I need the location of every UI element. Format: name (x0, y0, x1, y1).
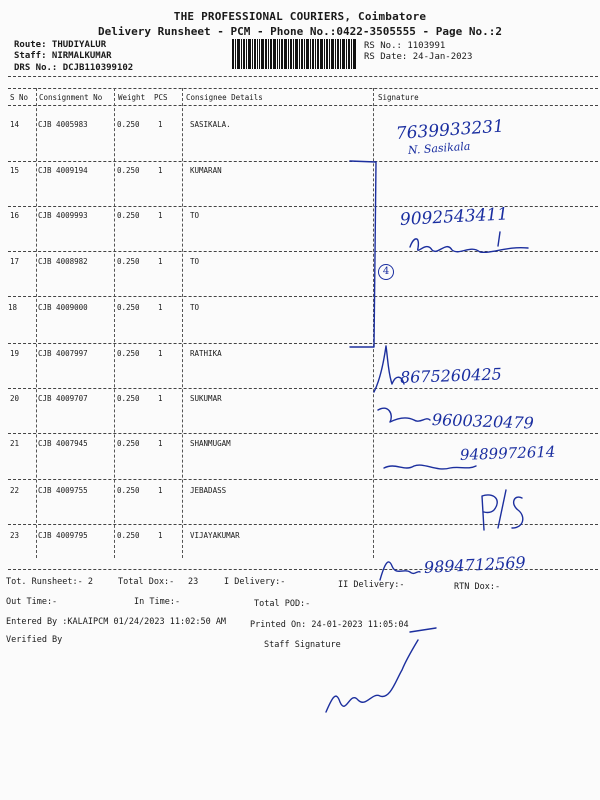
row-weight: 0.250 (117, 486, 140, 495)
row-consignee: TO (190, 303, 200, 312)
row-pcs: 1 (158, 120, 163, 129)
row-weight: 0.250 (117, 120, 140, 129)
row-consignment: CJB 4007945 (38, 439, 88, 448)
row-sno: 23 (10, 531, 20, 540)
in-time-label: In Time:- (134, 597, 181, 607)
col-header-consignment: Consignment No (39, 93, 103, 102)
row-sno: 17 (10, 257, 20, 266)
col-header-sno: S No (10, 93, 29, 102)
printed-on: Printed On: 24-01-2023 11:05:04 (250, 620, 409, 630)
row-sno: 20 (10, 394, 20, 403)
row-pcs: 1 (158, 531, 163, 540)
rtn-dox-label: RTN Dox:- (454, 582, 501, 592)
row-consignee: SUKUMAR (190, 394, 222, 403)
ii-delivery-label: II Delivery:- (338, 580, 405, 590)
col-header-weight: Weight (118, 93, 146, 102)
handwritten-phone: 7639933231 (395, 116, 505, 144)
row-weight: 0.250 (117, 531, 140, 540)
row-consignment: CJB 4009194 (38, 166, 88, 175)
row-consignment: CJB 4005983 (38, 120, 88, 129)
row-consignment: CJB 4009795 (38, 531, 88, 540)
row-pcs: 1 (158, 394, 163, 403)
row-consignee: SHANMUGAM (190, 439, 231, 448)
col-header-signature: Signature (378, 93, 419, 102)
total-pod-label: Total POD:- (254, 599, 311, 609)
staff-label: Staff: NIRMALKUMAR (14, 51, 112, 61)
row-consignee: VIJAYAKUMAR (190, 531, 240, 540)
staff-signature-label: Staff Signature (264, 640, 341, 650)
row-consignment: CJB 4009993 (38, 211, 88, 220)
row-consignment: CJB 4009755 (38, 486, 88, 495)
row-weight: 0.250 (117, 394, 140, 403)
total-runsheet: Tot. Runsheet:- 2 (6, 577, 93, 587)
circled-count: 4 (378, 264, 394, 280)
row-weight: 0.250 (117, 166, 140, 175)
total-dox-label: Total Dox:- (118, 577, 175, 587)
row-sno: 16 (10, 211, 20, 220)
col-header-pcs: PCS (154, 93, 168, 102)
runsheet-title: Delivery Runsheet - PCM - Phone No.:0422-3505555 - Page No.:2 (98, 25, 502, 38)
row-consignee: KUMARAN (190, 166, 222, 175)
row-consignment: CJB 4009000 (38, 303, 88, 312)
row-sno: 14 (10, 120, 20, 129)
entered-by: Entered By :KALAIPCM 01/24/2023 11:02:50 AM (6, 617, 227, 627)
route-label: Route: THUDIYALUR (14, 40, 107, 50)
row-sno: 18 (8, 303, 18, 312)
row-consignee: JEBADASS (190, 486, 227, 495)
row-pcs: 1 (158, 166, 163, 175)
row-pcs: 1 (158, 211, 163, 220)
handwritten-phone: 9894712569 (423, 552, 527, 577)
row-pcs: 1 (158, 303, 163, 312)
col-header-consignee: Consignee Details (186, 93, 263, 102)
row-sno: 22 (10, 486, 20, 495)
handwritten-name: N. Sasikala (407, 139, 471, 157)
row-consignee: RATHIKA (190, 349, 222, 358)
handwritten-phone: 9092543411 (399, 204, 509, 230)
handwritten-phone: 8675260425 (399, 364, 503, 387)
row-consignee: TO (190, 257, 200, 266)
row-pcs: 1 (158, 257, 163, 266)
company-name: THE PROFESSIONAL COURIERS, Coimbatore (173, 10, 427, 23)
row-pcs: 1 (158, 486, 163, 495)
out-time-label: Out Time:- (6, 597, 58, 607)
row-consignment: CJB 4009707 (38, 394, 88, 403)
rs-number: RS No.: 1103991 (364, 41, 446, 51)
total-dox-value: 23 (188, 577, 199, 587)
verified-by-label: Verified By (6, 635, 63, 645)
row-pcs: 1 (158, 439, 163, 448)
handwritten-phone: 9600320479 (431, 410, 535, 433)
row-consignment: CJB 4007997 (38, 349, 88, 358)
row-weight: 0.250 (117, 439, 140, 448)
row-consignee: TO (190, 211, 200, 220)
i-delivery-label: I Delivery:- (224, 577, 286, 587)
row-sno: 15 (10, 166, 20, 175)
row-sno: 21 (10, 439, 20, 448)
row-weight: 0.250 (117, 303, 140, 312)
row-weight: 0.250 (117, 211, 140, 220)
row-consignment: CJB 4008982 (38, 257, 88, 266)
row-weight: 0.250 (117, 349, 140, 358)
row-weight: 0.250 (117, 257, 140, 266)
rs-date: RS Date: 24-Jan-2023 (364, 52, 473, 62)
row-sno: 19 (10, 349, 20, 358)
handwritten-phone: 9489972614 (459, 442, 556, 464)
row-pcs: 1 (158, 349, 163, 358)
drs-number: DRS No.: DCJB110399102 (14, 63, 134, 73)
row-consignee: SASIKALA. (190, 120, 231, 129)
